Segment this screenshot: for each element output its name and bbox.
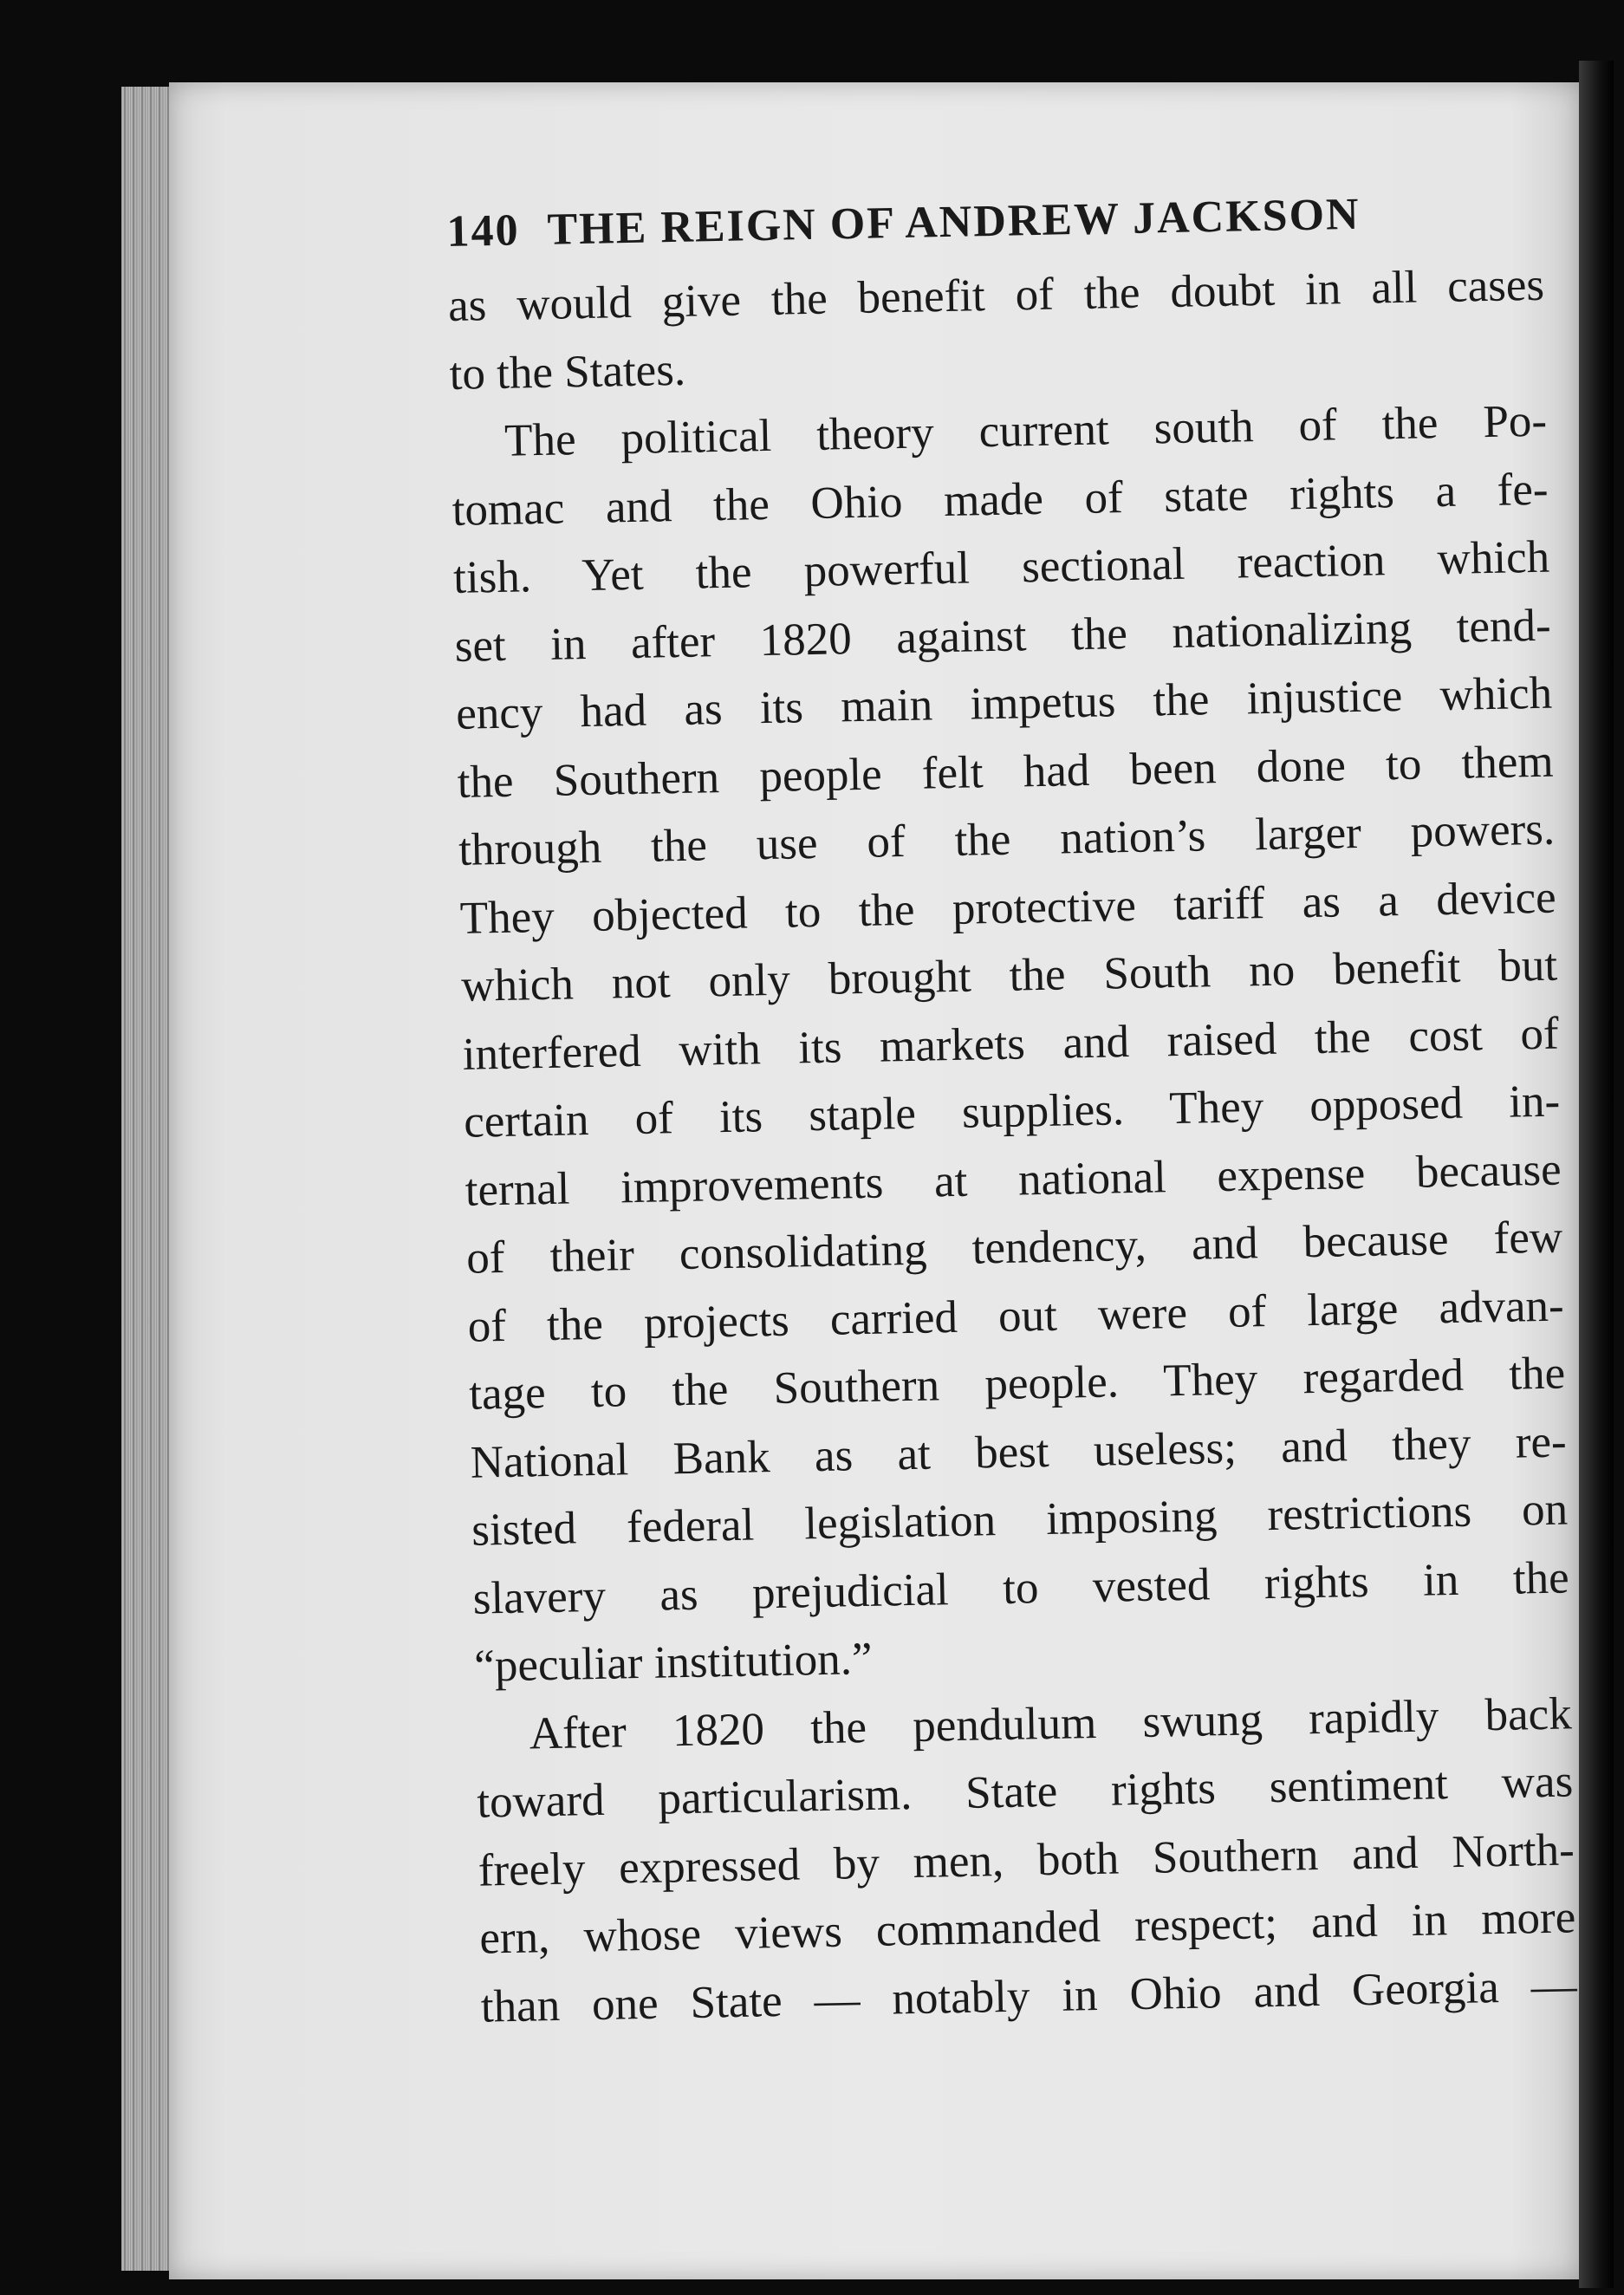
text-line: tomac and the Ohio made of state rights a fe- [451, 464, 1549, 536]
text-line: After 1820 the pendulum swung rapidly back [529, 1687, 1573, 1759]
text-line: National Bank as at best useless; and they re- [470, 1415, 1568, 1488]
text-line: interfered with its markets and raised the cost of [462, 1008, 1560, 1080]
text-line: freely expressed by men, both Southern and North- [477, 1824, 1575, 1896]
text-line: set in after 1820 against the nationalizing tend- [454, 600, 1552, 672]
page-number: 140 [446, 205, 521, 257]
text-block [446, 185, 1577, 2041]
text-line: tish. Yet the powerful sectional reaction which [452, 531, 1550, 603]
text-line: of the projects carried out were of large advan- [467, 1279, 1565, 1352]
text-line: ency had as its main impetus the injustice which [455, 667, 1553, 739]
text-line: They objected to the protective tariff as a device [459, 872, 1557, 944]
text-line: certain of its staple supplies. They opposed in- [463, 1076, 1561, 1148]
text-line: ternal improvements at national expense because [464, 1144, 1562, 1216]
text-line: tage to the Southern people. They regarded the [468, 1348, 1566, 1420]
text-line: toward particularism. State rights sentiment was [476, 1756, 1574, 1828]
text-line: of their consolidating tendency, and because few [465, 1212, 1563, 1284]
paragraph [475, 1680, 1577, 2041]
text-line: “peculiar institution.” [473, 1633, 874, 1692]
text-line: to the States. [449, 344, 686, 400]
paragraph [450, 387, 1570, 1701]
running-head-title: THE REIGN OF ANDREW JACKSON [546, 189, 1361, 255]
text-line: which not only brought the South no benefit but [460, 939, 1558, 1011]
text-line: slavery as prejudicial to vested rights in the [472, 1551, 1570, 1624]
paragraph [447, 251, 1546, 408]
text-line: ern, whose views commanded respect; and in more [478, 1892, 1576, 1964]
text-line: than one State — notably in Ohio and Georgia — [480, 1960, 1578, 2032]
text-line: the Southern people felt had been done to them [457, 736, 1555, 808]
text-line: The political theory current south of the Po- [503, 395, 1548, 466]
text-line: through the use of the nation’s larger powers. [458, 803, 1556, 875]
text-line: sisted federal legislation imposing restrictions on [471, 1484, 1569, 1556]
book-spine-shadow [1579, 61, 1614, 2288]
text-line: as would give the benefit of the doubt in all cases [447, 259, 1545, 331]
